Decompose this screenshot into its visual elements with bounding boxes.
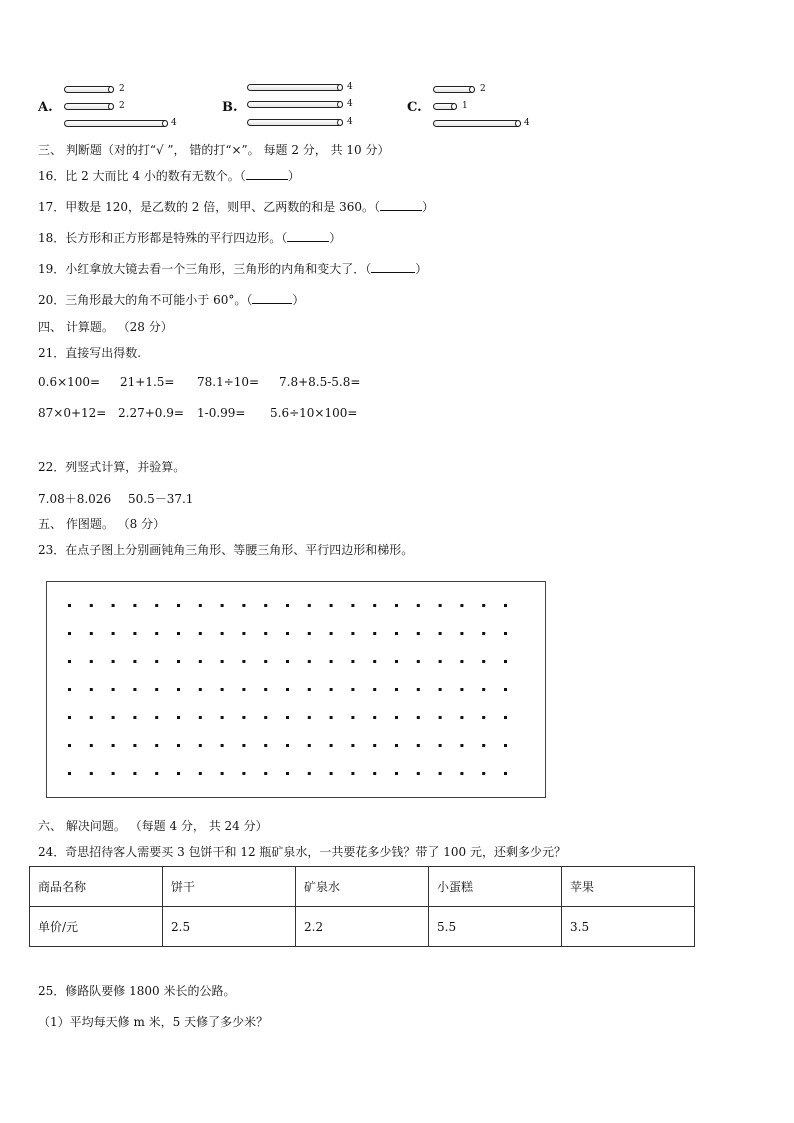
question-22: 22．列竖式计算，并验算。 — [38, 460, 186, 474]
table-cell: 3.5 — [562, 907, 695, 947]
table-cell: 2.5 — [163, 907, 296, 947]
grid-dot — [221, 716, 224, 719]
table-header-cell: 饼干 — [163, 867, 296, 907]
grid-dot — [482, 688, 485, 691]
question-16 — [38, 167, 300, 184]
stick — [247, 84, 343, 91]
grid-dot — [155, 688, 158, 691]
grid-dot — [242, 688, 245, 691]
grid-dot — [351, 632, 354, 635]
section-5-title: 五、 作图题。 （8 分） — [38, 517, 166, 531]
grid-dot — [482, 744, 485, 747]
grid-dot — [112, 772, 115, 775]
grid-dot — [417, 660, 420, 663]
grid-dot — [395, 632, 398, 635]
grid-dot — [90, 772, 93, 775]
grid-dot — [439, 632, 442, 635]
close-paren: ） — [415, 262, 428, 276]
close-paren: ） — [292, 293, 305, 307]
table-header-cell: 矿泉水 — [296, 867, 429, 907]
grid-dot — [68, 660, 71, 663]
grid-dot — [286, 744, 289, 747]
grid-dot — [308, 688, 311, 691]
grid-dot — [308, 716, 311, 719]
answer-blank[interactable] — [287, 230, 329, 242]
stick-length: 1 — [462, 101, 468, 111]
section-3-title: 三、 判断题（对的打“√ ”， 错的打“×”。 每题 2 分， 共 10 分） — [38, 143, 390, 157]
grid-dot — [330, 772, 333, 775]
grid-dot — [221, 660, 224, 663]
grid-dot — [264, 688, 267, 691]
grid-dot — [177, 632, 180, 635]
question-20 — [38, 291, 304, 308]
grid-dot — [460, 660, 463, 663]
grid-dot — [177, 772, 180, 775]
grid-dot — [417, 716, 420, 719]
choice-a-label: A. — [38, 100, 53, 115]
grid-dot — [264, 632, 267, 635]
grid-dot — [395, 660, 398, 663]
grid-dot — [155, 772, 158, 775]
grid-dot — [395, 716, 398, 719]
grid-dot — [177, 716, 180, 719]
grid-dot — [308, 660, 311, 663]
price-table — [29, 866, 695, 947]
grid-dot — [373, 632, 376, 635]
grid-dot — [460, 604, 463, 607]
stick-length: 4 — [347, 117, 353, 127]
table-header-cell: 苹果 — [562, 867, 695, 907]
grid-dot — [221, 772, 224, 775]
grid-dot — [155, 716, 158, 719]
grid-dot — [90, 688, 93, 691]
grid-dot — [373, 604, 376, 607]
grid-dot — [286, 716, 289, 719]
question-20-text: 20．三角形最大的角不可能小于 60°。（ — [38, 293, 253, 307]
grid-dot — [177, 604, 180, 607]
grid-dot — [155, 660, 158, 663]
grid-dot — [373, 716, 376, 719]
grid-dot — [351, 604, 354, 607]
calc-item: 2.27+0.9= — [118, 406, 184, 420]
grid-dot — [264, 716, 267, 719]
question-18-text: 18．长方形和正方形都是特殊的平行四边形。（ — [38, 231, 288, 245]
grid-dot — [242, 716, 245, 719]
grid-dot — [373, 744, 376, 747]
grid-dot — [308, 772, 311, 775]
grid-dot — [482, 604, 485, 607]
grid-dot — [373, 660, 376, 663]
grid-dot — [286, 660, 289, 663]
grid-dot — [504, 660, 507, 663]
stick — [433, 86, 475, 93]
grid-dot — [482, 716, 485, 719]
close-paren: ） — [329, 231, 342, 245]
grid-dot — [112, 716, 115, 719]
grid-dot — [460, 772, 463, 775]
grid-dot — [133, 660, 136, 663]
grid-dot — [373, 772, 376, 775]
answer-blank[interactable] — [380, 199, 422, 211]
grid-dot — [133, 632, 136, 635]
grid-dot — [482, 660, 485, 663]
grid-dot — [133, 716, 136, 719]
grid-dot — [199, 660, 202, 663]
grid-dot — [460, 744, 463, 747]
stick-length: 2 — [480, 84, 486, 94]
grid-dot — [264, 772, 267, 775]
table-header-cell: 商品名称 — [30, 867, 163, 907]
grid-dot — [133, 604, 136, 607]
grid-dot — [351, 744, 354, 747]
close-paren: ） — [287, 169, 300, 183]
grid-dot — [395, 604, 398, 607]
grid-dot — [221, 688, 224, 691]
stick-length: 2 — [119, 84, 125, 94]
grid-dot — [308, 604, 311, 607]
dot-grid[interactable] — [46, 581, 546, 798]
grid-dot — [439, 660, 442, 663]
grid-dot — [286, 604, 289, 607]
grid-dot — [90, 716, 93, 719]
grid-dot — [308, 632, 311, 635]
stick — [247, 101, 343, 108]
grid-dot — [504, 632, 507, 635]
grid-dot — [177, 688, 180, 691]
grid-dot — [242, 744, 245, 747]
vertical-calc-item: 7.08＋8.026 — [38, 492, 112, 506]
grid-dot — [68, 688, 71, 691]
grid-dot — [90, 744, 93, 747]
choice-b-label: B. — [222, 100, 238, 115]
grid-dot — [90, 604, 93, 607]
grid-dot — [112, 744, 115, 747]
grid-dot — [286, 688, 289, 691]
grid-dot — [330, 632, 333, 635]
grid-dot — [199, 744, 202, 747]
stick-length: 2 — [119, 101, 125, 111]
grid-dot — [373, 688, 376, 691]
grid-dot — [155, 604, 158, 607]
grid-dot — [351, 688, 354, 691]
grid-dot — [330, 744, 333, 747]
grid-dot — [68, 744, 71, 747]
calc-item: 7.8+8.5-5.8= — [279, 375, 361, 389]
stick — [247, 119, 343, 126]
grid-dot — [395, 772, 398, 775]
grid-dot — [221, 744, 224, 747]
grid-dot — [439, 716, 442, 719]
table-row — [30, 907, 695, 947]
question-19 — [38, 260, 427, 277]
grid-dot — [439, 604, 442, 607]
grid-dot — [68, 632, 71, 635]
calc-item: 21+1.5= — [120, 375, 175, 389]
question-16-text: 16．比 2 大而比 4 小的数有无数个。（ — [38, 169, 246, 183]
grid-dot — [286, 632, 289, 635]
grid-dot — [417, 632, 420, 635]
grid-dot — [155, 632, 158, 635]
grid-dot — [460, 632, 463, 635]
grid-dot — [68, 772, 71, 775]
grid-dot — [482, 772, 485, 775]
grid-dot — [395, 688, 398, 691]
question-17-text: 17．甲数是 120，是乙数的 2 倍，则甲、乙两数的和是 360。（ — [38, 200, 380, 214]
dot-grid-svg[interactable] — [47, 582, 545, 797]
section-6-title: 六、 解决问题。 （每题 4 分， 共 24 分） — [38, 819, 268, 833]
grid-dot — [177, 744, 180, 747]
stick — [433, 103, 457, 110]
grid-dot — [439, 688, 442, 691]
calc-item: 87×0+12= — [38, 406, 107, 420]
grid-dot — [439, 744, 442, 747]
grid-dot — [417, 604, 420, 607]
calc-item: 1-0.99= — [197, 406, 246, 420]
grid-dot — [395, 744, 398, 747]
calc-item: 0.6×100= — [38, 375, 101, 389]
stick-length: 4 — [524, 118, 530, 128]
grid-dot — [68, 716, 71, 719]
grid-dot — [504, 744, 507, 747]
grid-dot — [460, 716, 463, 719]
stick — [64, 86, 114, 93]
grid-dot — [177, 660, 180, 663]
table-header-cell: 小蛋糕 — [429, 867, 562, 907]
stick — [64, 120, 168, 127]
question-25-part-1: （1）平均每天修 m 米，5 天修了多少米？ — [38, 1015, 269, 1029]
grid-dot — [504, 604, 507, 607]
question-18 — [38, 229, 341, 246]
grid-dot — [242, 604, 245, 607]
grid-dot — [460, 688, 463, 691]
table-header-row — [30, 867, 695, 907]
stick — [64, 103, 114, 110]
grid-dot — [417, 688, 420, 691]
grid-dot — [330, 660, 333, 663]
grid-dot — [133, 772, 136, 775]
grid-dot — [221, 632, 224, 635]
question-17 — [38, 198, 434, 215]
stick-length: 4 — [347, 99, 353, 109]
grid-dot — [504, 716, 507, 719]
table-cell: 2.2 — [296, 907, 429, 947]
question-21: 21．直接写出得数. — [38, 346, 142, 360]
calc-item: 78.1÷10= — [197, 375, 260, 389]
grid-dot — [199, 716, 202, 719]
grid-dot — [417, 744, 420, 747]
choice-c-label: C. — [407, 100, 422, 115]
grid-dot — [112, 632, 115, 635]
answer-blank[interactable] — [252, 292, 292, 304]
vertical-calc-item: 50.5－37.1 — [128, 492, 194, 506]
stick-length: 4 — [171, 118, 177, 128]
grid-dot — [112, 688, 115, 691]
answer-blank[interactable] — [246, 168, 288, 180]
question-19-text: 19．小红拿放大镜去看一个三角形，三角形的内角和变大了．（ — [38, 262, 372, 276]
question-23: 23．在点子图上分别画钝角三角形、等腰三角形、平行四边形和梯形。 — [38, 543, 414, 557]
grid-dot — [199, 772, 202, 775]
table-cell: 5.5 — [429, 907, 562, 947]
grid-dot — [308, 744, 311, 747]
grid-dot — [264, 744, 267, 747]
grid-dot — [133, 688, 136, 691]
stick — [433, 120, 521, 127]
grid-dot — [417, 772, 420, 775]
grid-dot — [133, 744, 136, 747]
grid-dot — [482, 632, 485, 635]
grid-dot — [330, 716, 333, 719]
grid-dot — [351, 660, 354, 663]
grid-dot — [155, 744, 158, 747]
grid-dot — [242, 660, 245, 663]
grid-dot — [504, 772, 507, 775]
grid-dot — [351, 772, 354, 775]
grid-dot — [242, 632, 245, 635]
question-25: 25．修路队要修 1800 米长的公路。 — [38, 984, 236, 998]
grid-dot — [199, 688, 202, 691]
grid-dot — [264, 604, 267, 607]
grid-dot — [504, 688, 507, 691]
grid-dot — [330, 688, 333, 691]
grid-dot — [439, 772, 442, 775]
stick-length: 4 — [347, 82, 353, 92]
calc-item: 5.6÷10×100= — [270, 406, 358, 420]
answer-blank[interactable] — [371, 261, 415, 273]
grid-dot — [90, 632, 93, 635]
close-paren: ） — [421, 200, 434, 214]
grid-dot — [199, 632, 202, 635]
question-24: 24．奇思招待客人需要买 3 包饼干和 12 瓶矿泉水，一共要花多少钱？带了 100 元，还剩多少元？ — [38, 845, 566, 859]
grid-dot — [221, 604, 224, 607]
grid-dot — [286, 772, 289, 775]
grid-dot — [112, 660, 115, 663]
grid-dot — [112, 604, 115, 607]
grid-dot — [199, 604, 202, 607]
grid-dot — [68, 604, 71, 607]
grid-dot — [90, 660, 93, 663]
grid-dot — [351, 716, 354, 719]
grid-dot — [242, 772, 245, 775]
section-4-title: 四、 计算题。 （28 分） — [38, 320, 173, 334]
grid-dot — [264, 660, 267, 663]
grid-dot — [330, 604, 333, 607]
table-cell: 单价/元 — [30, 907, 163, 947]
